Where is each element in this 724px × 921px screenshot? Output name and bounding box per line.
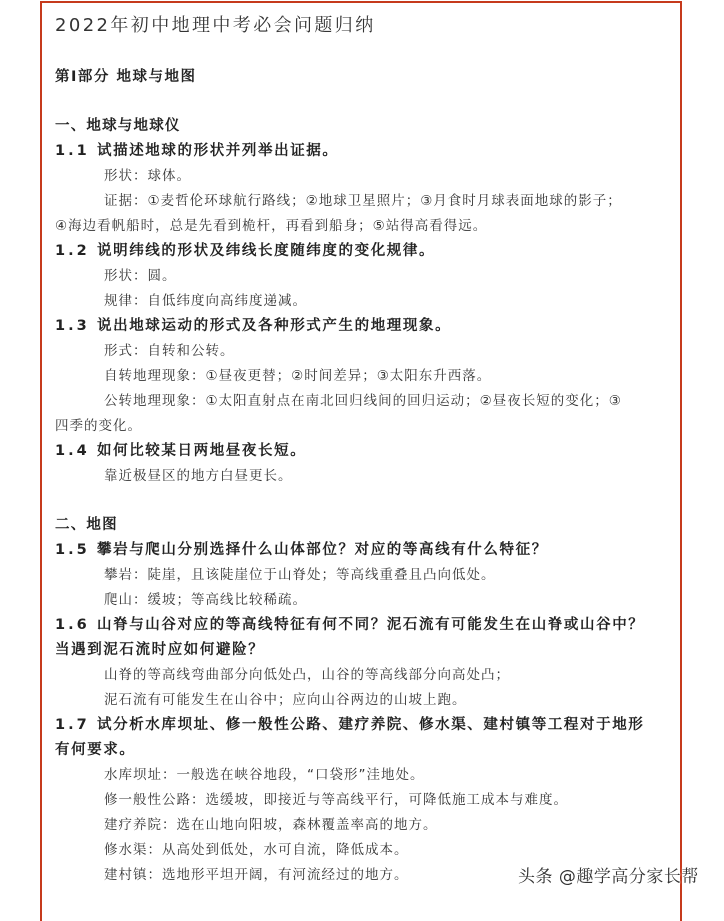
answer-line: 水库坝址：一般选在峡谷地段，“口袋形”洼地处。 — [104, 767, 425, 783]
answer-line: 形状：圆。 — [104, 268, 177, 284]
question-text: 山脊与山谷对应的等高线特征有何不同？泥石流有可能发生在山脊或山谷中？ — [97, 617, 645, 633]
answer-line-continued: ④海边看帆船时，总是先看到桅杆，再看到船身；⑤站得高看得远。 — [55, 218, 488, 234]
question-number: 1.7 — [55, 717, 90, 733]
question-number: 1.1 — [55, 143, 90, 159]
part-heading: 第Ⅰ部分 地球与地图 — [55, 69, 197, 85]
answer-line: 规律：自低纬度向高纬度递减。 — [104, 293, 307, 309]
question-number: 1.4 — [55, 443, 90, 459]
answer-line: 证据：①麦哲伦环球航行路线；②地球卫星照片；③月食时月球表面地球的影子； — [104, 193, 622, 209]
answer-line-continued: 四季的变化。 — [55, 418, 142, 434]
question-text: 攀岩与爬山分别选择什么山体部位？对应的等高线有什么特征？ — [97, 542, 548, 558]
question-1-3 — [55, 317, 451, 335]
question-text: 试分析水库坝址、修一般性公路、建疗养院、修水渠、建村镇等工程对于地形 — [97, 717, 645, 733]
question-1-5 — [55, 541, 548, 559]
question-1-4 — [55, 442, 306, 460]
section-heading: 二、地图 — [55, 517, 118, 533]
answer-line: 泥石流有可能发生在山谷中；应向山谷两边的山坡上跑。 — [104, 692, 467, 708]
question-number: 1.6 — [55, 617, 90, 633]
answer-line: 形式：自转和公转。 — [104, 343, 235, 359]
question-text: 如何比较某日两地昼夜长短。 — [97, 443, 307, 459]
answer-line: 形状：球体。 — [104, 168, 191, 184]
question-text-continued: 当遇到泥石流时应如何避险？ — [55, 642, 265, 658]
answer-line: 靠近极昼区的地方白昼更长。 — [104, 468, 293, 484]
question-1-2 — [55, 242, 435, 260]
document-title: 2022年初中地理中考必会问题归纳 — [55, 15, 376, 36]
answer-line: 建村镇：选地形平坦开阔，有河流经过的地方。 — [104, 867, 409, 883]
question-number: 1.5 — [55, 542, 90, 558]
question-text: 试描述地球的形状并列举出证据。 — [97, 143, 339, 159]
answer-line: 攀岩：陡崖，且该陡崖位于山脊处；等高线重叠且凸向低处。 — [104, 567, 496, 583]
question-number: 1.3 — [55, 318, 90, 334]
question-text: 说明纬线的形状及纬线长度随纬度的变化规律。 — [97, 243, 436, 259]
watermark: 头条 @趣学高分家长帮 — [518, 867, 699, 887]
answer-line: 公转地理现象：①太阳直射点在南北回归线间的回归运动；②昼夜长短的变化；③ — [104, 393, 622, 409]
question-1-1 — [55, 142, 339, 160]
answer-line: 山脊的等高线弯曲部分向低处凸，山谷的等高线部分向高处凸； — [104, 667, 510, 683]
answer-line: 修一般性公路：选缓坡，即接近与等高线平行，可降低施工成本与难度。 — [104, 792, 568, 808]
question-1-6 — [55, 616, 644, 634]
question-text: 说出地球运动的形式及各种形式产生的地理现象。 — [97, 318, 452, 334]
question-text-continued: 有何要求。 — [55, 742, 136, 758]
answer-line: 爬山：缓坡；等高线比较稀疏。 — [104, 592, 307, 608]
question-number: 1.2 — [55, 243, 90, 259]
section-heading: 一、地球与地球仪 — [55, 118, 181, 134]
question-1-7 — [55, 716, 644, 734]
answer-line: 修水渠：从高处到低处，水可自流，降低成本。 — [104, 842, 409, 858]
answer-line: 建疗养院：选在山地向阳坡，森林覆盖率高的地方。 — [104, 817, 438, 833]
answer-line: 自转地理现象：①昼夜更替；②时间差异；③太阳东升西落。 — [104, 368, 492, 384]
